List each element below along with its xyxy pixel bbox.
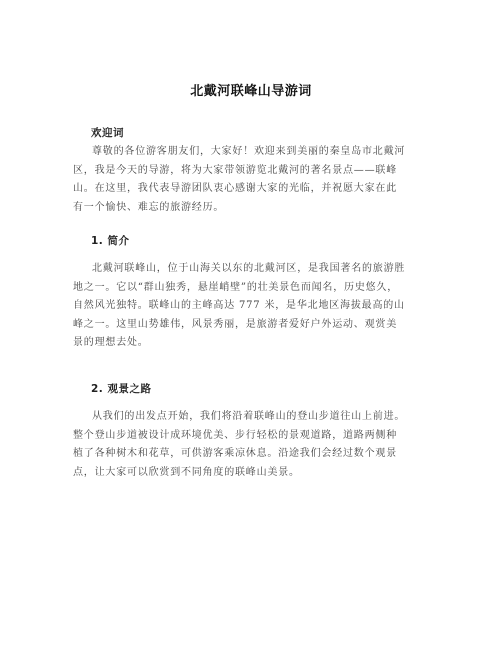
paragraph-line: 地之一。它以“群山独秀，悬崖峭壁”的壮美景色而闻名，历史悠久， [73,281,399,293]
paragraph-line: 山。在这里，我代表导游团队衷心感谢大家的光临，并祝愿大家在此 [73,183,397,194]
section-heading-intro: 1. 简介 [91,235,130,247]
section-heading-welcome: 欢迎词 [91,127,124,139]
section-paragraph-welcome [73,143,443,217]
section-heading-route: 2. 观景之路 [91,383,152,395]
paragraph-line: 景的理想去处。 [73,337,149,348]
paragraph-line: 植了各种树木和花草，可供游客乘凉休息。沿途我们会经过数个观景 [73,448,397,459]
paragraph-line: 从我们的出发点开始，我们将沿着联峰山的登山步道往山上前进。 [92,411,406,422]
paragraph-line: 区，我是今天的导游，将为大家带领游览北戴河的著名景点——联峰 [73,164,397,176]
paragraph-line: 尊敬的各位游客朋友们，大家好！欢迎来到美丽的秦皇岛市北戴河 [92,146,406,157]
section-paragraph-route [73,408,443,482]
paragraph-line: 整个登山步道被设计成环境优美、步行轻松的景观道路，道路两侧种 [73,429,397,441]
section-paragraph-intro [73,260,443,353]
paragraph-line: 峰之一。这里山势雄伟，风景秀丽，是旅游者爱好户外运动、观赏美 [73,318,397,330]
paragraph-line: 有一个愉快、难忘的旅游经历。 [73,201,225,213]
paragraph-line: 北戴河联峰山，位于山海关以东的北戴河区，是我国著名的旅游胜 [92,263,406,274]
page-title: 北戴河联峰山导游词 [190,84,312,99]
paragraph-line: 点，让大家可以欣赏到不同角度的联峰山美景。 [73,466,300,478]
paragraph-line: 自然风光独特。联峰山的主峰高达 777 米，是华北地区海拔最高的山 [73,300,405,311]
